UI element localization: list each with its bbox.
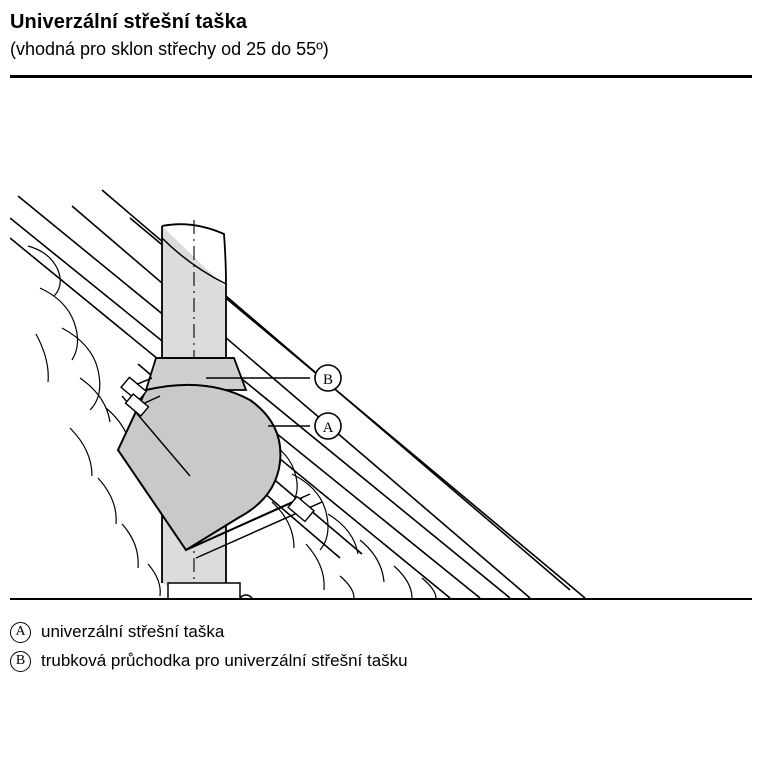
legend-marker-a: A — [10, 622, 31, 643]
legend-text-a: univerzální střešní taška — [41, 621, 225, 641]
legend-item — [10, 622, 752, 643]
divider-bottom — [10, 598, 752, 600]
callout-a-label: A — [322, 419, 334, 436]
legend — [10, 622, 752, 672]
legend-marker-b: B — [10, 651, 31, 672]
page-root — [0, 10, 762, 759]
roof-surface — [10, 196, 510, 598]
roof-tile-diagram — [10, 78, 752, 598]
callout-a — [315, 413, 341, 439]
diagram-figure — [10, 78, 752, 598]
pipe-bracket — [168, 583, 253, 598]
legend-text-b: trubková průchodka pro univerzální střešní tašku — [41, 650, 408, 670]
legend-item — [10, 651, 752, 672]
callout-b-label: B — [322, 371, 334, 388]
page-title: Univerzální střešní taška — [10, 11, 248, 33]
page-subtitle: (vhodná pro sklon střechy od 25 do 55º) — [10, 39, 329, 59]
callout-b — [315, 365, 341, 391]
